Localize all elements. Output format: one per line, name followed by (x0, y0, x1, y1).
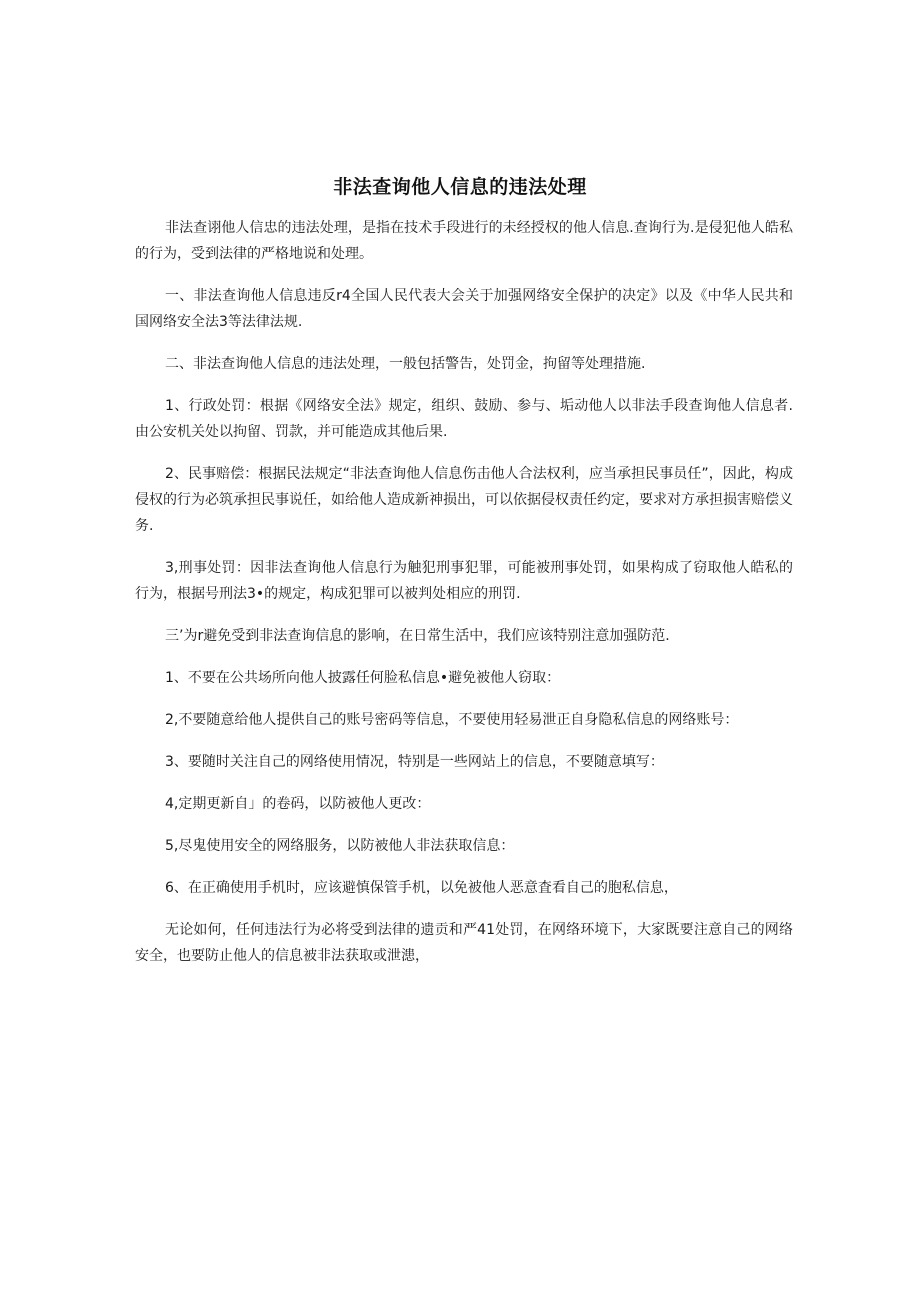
paragraph-item-administrative: 1、行政处罚：根据《网络安全法》规定，组织、鼓励、参与、垢动他人以非法手段查询他人信息者.由公安机关处以拘留、罚款，并可能造成其他后果. (135, 398, 793, 440)
paragraph-tip-1: 1、不要在公共场所向他人披露任何脸私信息•避免被他人窃取： (165, 670, 561, 686)
paragraph-tip-2: 2,不要随意给他人提供自己的账号密码等信息，不要使用轻易泄正自身隐私信息的网络账号： (165, 712, 739, 728)
paragraph-tip-3: 3、要随时关注自己的网络使用情况，特别是一些网站上的信息，不要随意填写： (165, 754, 664, 770)
document-body (135, 215, 793, 985)
paragraph-tip-6: 6、在正确使用手机时，应该避慎保管手机，以免被他人恶意査看自己的胞私信息， (165, 880, 678, 896)
paragraph-conclusion: 无论如何，任何违法行为必将受到法律的遗贡和严41处罚，在网络环境下，大家既要注意自己的网络安全，也要防止他人的信息被非法获取或泄漶， (135, 922, 793, 964)
paragraph-item-criminal: 3,刑事处罚：因非法查询他人信息行为触犯刑事犯罪，可能被刑事处罚，如果构成了窃取他人皓私的行为，根据号刑法3•的规定，构成犯罪可以被判处相应的刑罚. (135, 560, 793, 602)
paragraph-section-3: 三’为r避免受到非法查询信息的影响，在日常生活中，我们应该特别注意加强防范. (165, 628, 670, 644)
paragraph-intro: 非法查诩他人信忠的违法处理，是指在技术手段进行的未经授权的他人信息.查询行为.是侵犯他人皓私的行为，受到法律的严格地说和处理。 (135, 220, 793, 262)
paragraph-section-1: 一、非法查询他人信息违反r4全国人民代表大会关于加强网络安全保护的决定》以及《中华人民共和国网络安全法3等法律法规. (135, 288, 793, 330)
paragraph-section-2: 二、非法查询他人信息的违法处理，一般包括警告，处罚金，拘留等处理措施. (165, 356, 646, 372)
document-title: 非法查询他人信息的违法处理 (333, 176, 587, 198)
paragraph-item-civil: 2、民事赔偿：根据民法规定“非法查询他人信息伤击他人合法权利，应当承担民事员任”，因此，构成侵权的行为必筑承担民事说任，如给他人造成新神损出，可以依据侵权责任约定，要求对方承担损害赔偿义务. (135, 466, 793, 534)
paragraph-tip-4: 4,定期更新自」的卷码，以防被他人更改： (165, 796, 431, 812)
paragraph-tip-5: 5,尽鬼使用安全的网络服务，以防被他人非法获取信息： (165, 838, 515, 854)
